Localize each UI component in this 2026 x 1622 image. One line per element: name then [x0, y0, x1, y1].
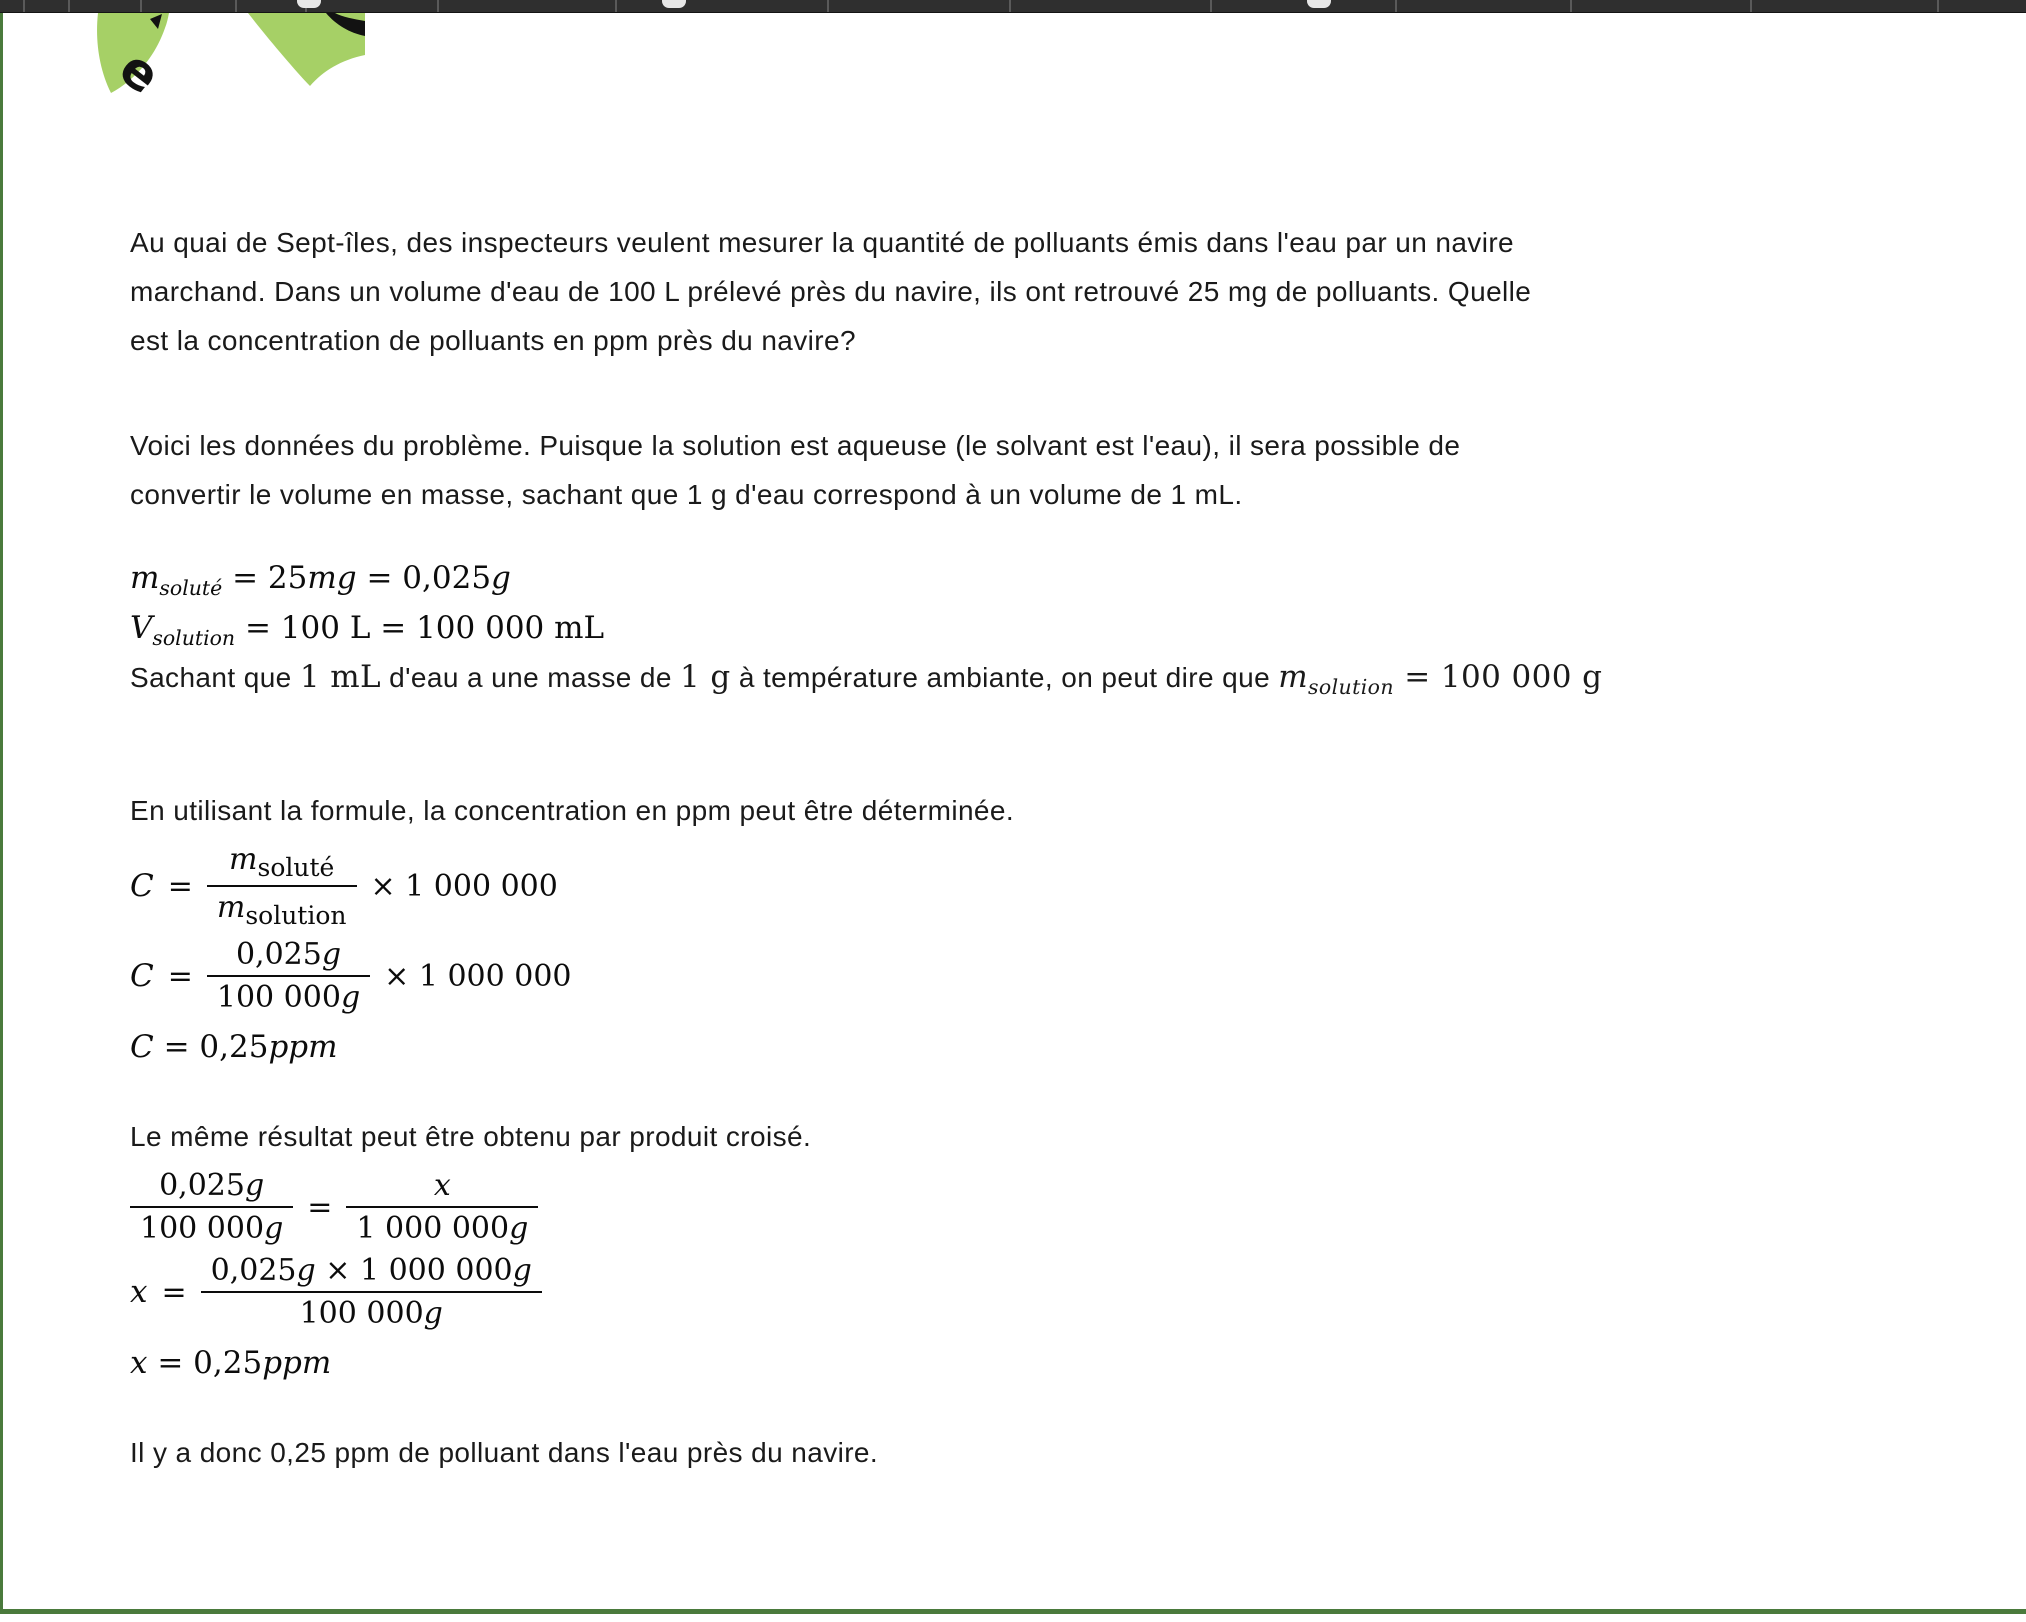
formula-block: [130, 842, 1850, 1072]
eq-c-symbolic: C = $\frac{m_{soluté}}{m_{solution}}$ × 1 000 000: [130, 842, 558, 930]
eq-volume-solution: $V_{solution} = 100$ L = 100 000 mL: [130, 610, 605, 651]
fraction: $\frac{0,025g}{100 000g}$: [207, 937, 370, 1015]
problem-statement: Au quai de Sept-îles, des inspecteurs veulent mesurer la quantité de polluants émis dans l'eau par un navire marchand. Dans un volume d'eau de 100 L prélevé près du navire, ils ont retrouvé 25 mg de polluants. Quelle est la concentration de polluants en ppm près du navire?: [130, 227, 1540, 356]
cross-product-intro: Le même résultat peut être obtenu par produit croisé.: [130, 1121, 812, 1152]
tab-separator: [1750, 0, 1752, 12]
given-data-block: [130, 553, 1850, 702]
formula-intro: En utilisant la formule, la concentration en ppm peut être déterminée.: [130, 795, 1015, 826]
tab-separator: [1009, 0, 1011, 12]
tab-separator: [437, 0, 439, 12]
tab-separator: [1395, 0, 1397, 12]
tab-separator: [1210, 0, 1212, 12]
browser-tab-icon[interactable]: [662, 0, 686, 8]
eq-mass-solute: $m_{soluté} = 25mg = 0,025g$: [130, 560, 511, 601]
tab-separator: [140, 0, 142, 12]
eq-c-numeric: C = $\frac{0,025g}{100 000g}$ × 1 000 000: [130, 937, 572, 1015]
logo-letter-e: e: [108, 38, 172, 105]
tab-separator: [615, 0, 617, 12]
cross-product-block: [130, 1168, 1850, 1388]
tab-separator: [68, 0, 70, 12]
eq-x-result: x = 0,25ppm: [130, 1345, 332, 1381]
tab-separator: [23, 0, 25, 12]
eq-c-result: C = 0,25ppm: [130, 1029, 338, 1065]
fraction: $\frac{x}{1 000 000g}$: [346, 1168, 538, 1246]
tab-separator: [1937, 0, 1939, 12]
eq-x-numeric: x = $\frac{0,025g \times 1 000 000g}{100 000g}$: [130, 1253, 1850, 1331]
fraction: $\frac{0,025g}{100 000g}$: [130, 1168, 293, 1246]
lesson-content: [3, 13, 1850, 1477]
site-logo[interactable]: [88, 13, 378, 105]
tab-separator: [235, 0, 237, 12]
browser-tab-icon[interactable]: [297, 0, 321, 8]
conclusion: Il y a donc 0,25 ppm de polluant dans l'eau près du navire.: [130, 1437, 879, 1468]
browser-tab-icon[interactable]: [1307, 0, 1331, 8]
line-sachant: Sachant que 1 mL d'eau a une masse de 1 g à température ambiante, on peut dire que $m_{solution} = 100$ 000 g: [130, 659, 1603, 700]
fraction: $\frac{m_{soluté}}{m_{solution}}$: [207, 842, 357, 930]
tab-separator: [827, 0, 829, 12]
fraction: $\frac{0,025g \times 1 000 000g}{100 000g}$: [201, 1253, 542, 1331]
document-page: [0, 13, 2026, 1614]
eq-proportion: $\frac{0,025g}{100 000g}$ = $\frac{x}{1 000 000g}$: [130, 1168, 1850, 1246]
data-intro: Voici les données du problème. Puisque la solution est aqueuse (le solvant est l'eau), il sera possible de convertir le volume en masse, sachant que 1 g d'eau correspond à un volume de 1 mL.: [130, 430, 1469, 510]
tab-separator: [1570, 0, 1572, 12]
browser-tab-strip[interactable]: [0, 0, 2026, 13]
